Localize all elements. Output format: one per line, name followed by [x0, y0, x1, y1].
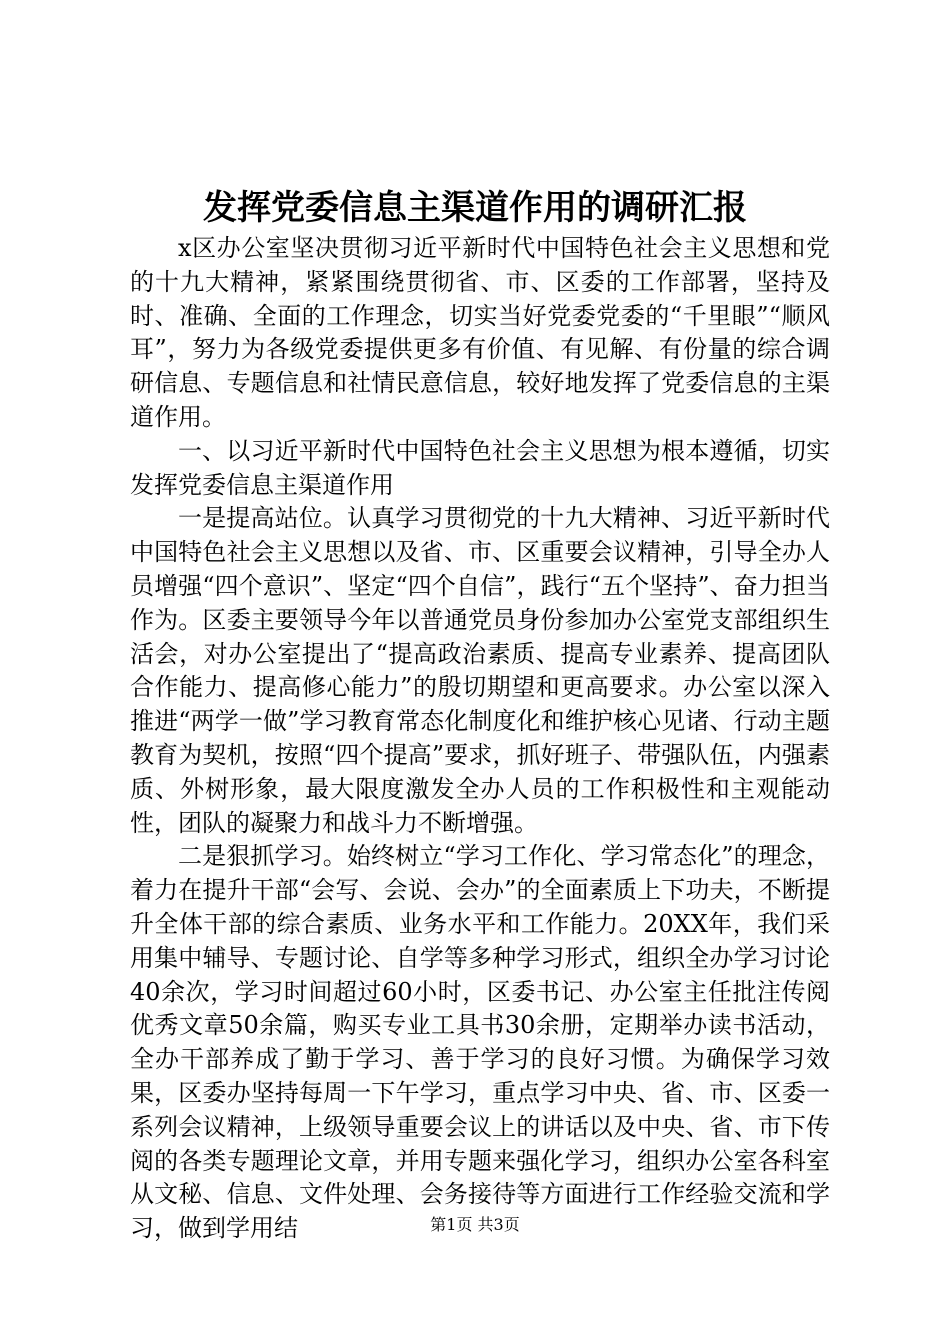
document-body: [130, 232, 830, 1246]
paragraph-point-one: 一是提高站位。认真学习贯彻党的十九大精神、习近平新时代中国特色社会主义思想以及省、市、区重要会议精神，引导全办人员增强“四个意识”、坚定“四个自信”，践行“五个坚持”、奋力担当作为。区委主要领导今年以普通党员身份参加办公室党支部组织生活会，对办公室提出了“提高政治素质、提高专业素养、提高团队合作能力、提高修心能力”的殷切期望和更高要求。办公室以深入推进“两学一做”学习教育常态化制度化和维护核心见诸、行动主题教育为契机，按照“四个提高”要求，抓好班子、带强队伍，内强素质、外树形象，最大限度激发全办人员的工作积极性和主观能动性，团队的凝聚力和战斗力不断增强。: [130, 504, 830, 837]
paragraph-intro: x区办公室坚决贯彻习近平新时代中国特色社会主义思想和党的十九大精神，紧紧围绕贯彻省、市、区委的工作部署，坚持及时、准确、全面的工作理念，切实当好党委党委的“千里眼”“顺风耳”，努力为各级党委提供更多有价值、有见解、有份量的综合调研信息、专题信息和社情民意信息，较好地发挥了党委信息的主渠道作用。: [130, 234, 830, 431]
page-number-footer: 第1页 共3页: [430, 1215, 520, 1234]
paragraph-point-two: 二是狠抓学习。始终树立“学习工作化、学习常态化”的理念，着力在提升干部“会写、会说、会办”的全面素质上下功夫，不断提升全体干部的综合素质、业务水平和工作能力。20XX年，我们采用集中辅导、专题讨论、自学等多种学习形式，组织全办学习讨论40余次，学习时间超过60小时，区委书记、办公室主任批注传阅优秀文章50余篇，购买专业工具书30余册，定期举办读书活动，全办干部养成了勤于学习、善于学习的良好习惯。为确保学习效果，区委办坚持每周一下午学习，重点学习中央、省、市、区委一系列会议精神，上级领导重要会议上的讲话以及中央、省、市下传阅的各类专题理论文章，并用专题来强化学习，组织办公室各科室从文秘、信息、文件处理、会务接待等方面进行工作经验交流和学习，做到学用结: [130, 842, 830, 1243]
paragraph-section-heading: 一、以习近平新时代中国特色社会主义思想为根本遵循，切实发挥党委信息主渠道作用: [130, 436, 830, 499]
document-title: 发挥党委信息主渠道作用的调研汇报: [203, 188, 747, 228]
